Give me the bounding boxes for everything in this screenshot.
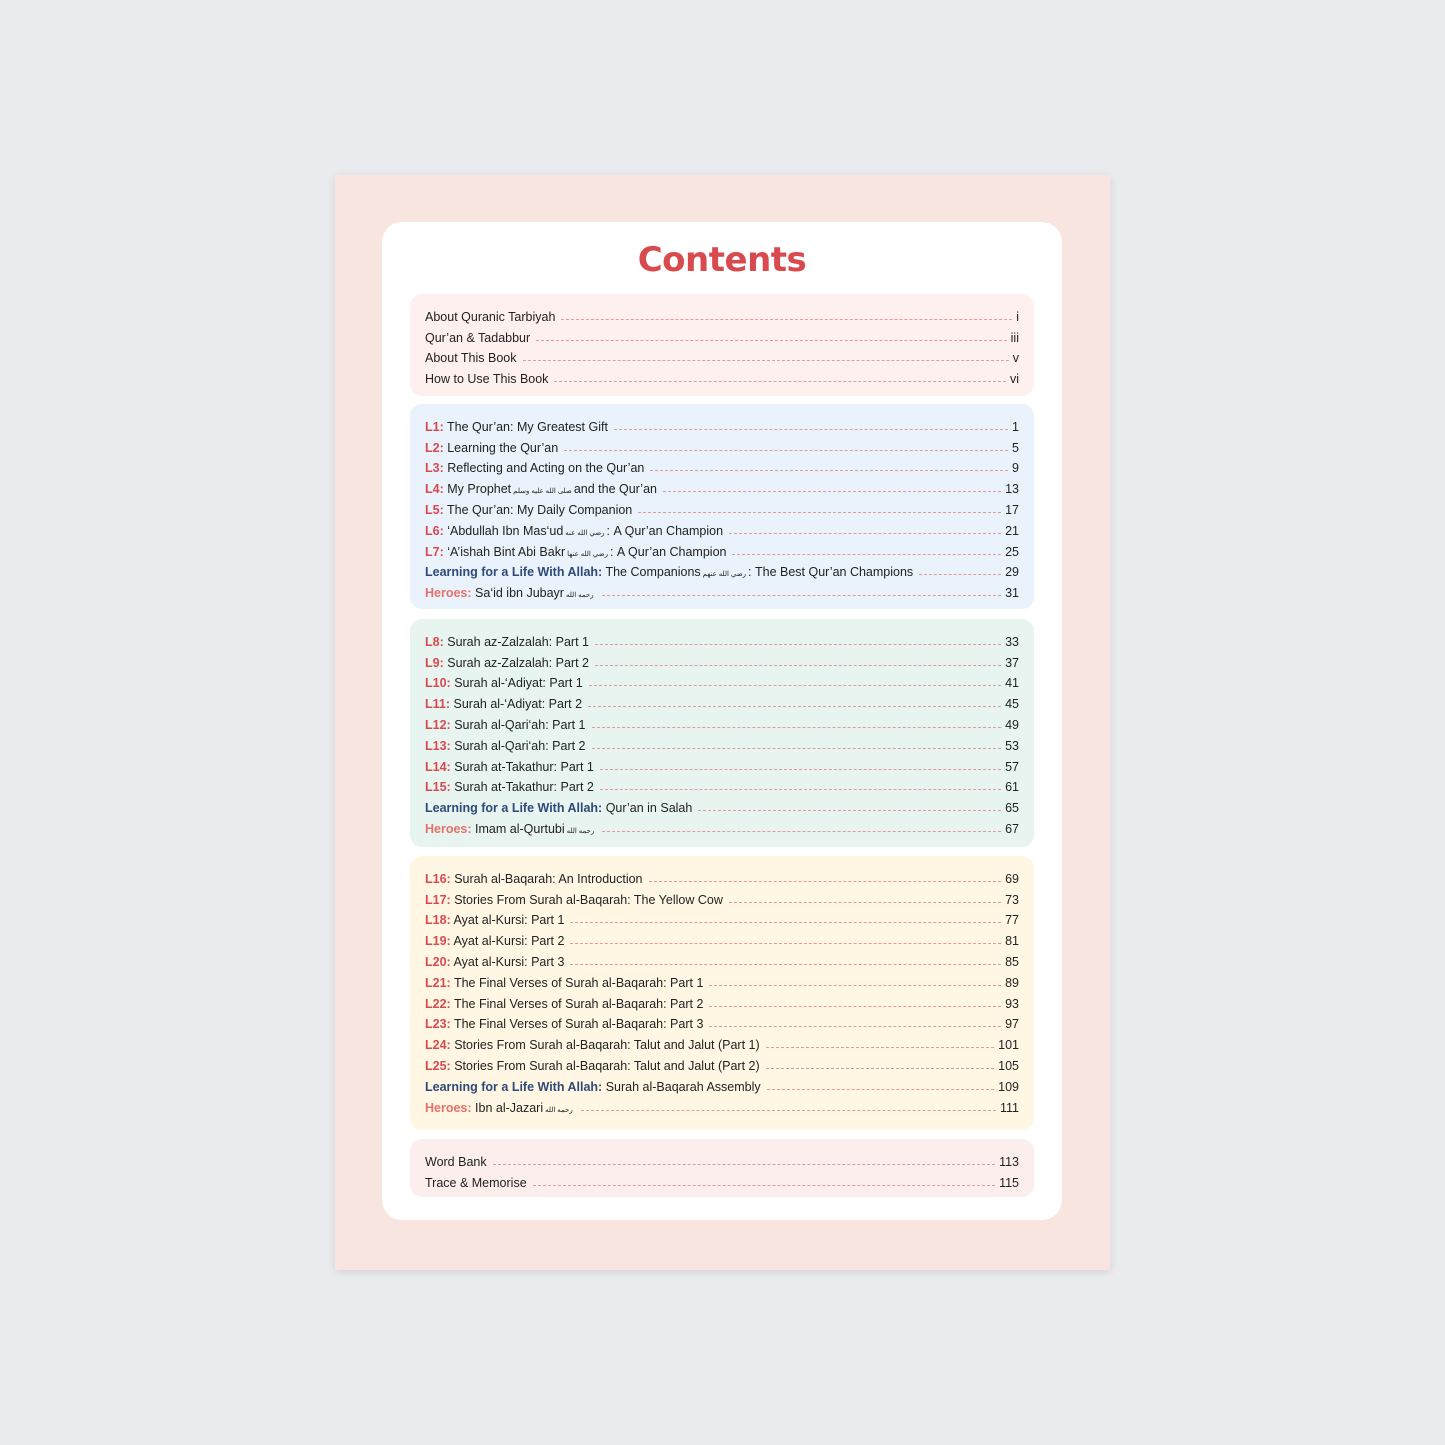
toc-entry[interactable] <box>425 475 1019 496</box>
dotted-leader <box>588 705 1001 707</box>
toc-entry[interactable] <box>425 794 1019 815</box>
section-unit-2 <box>410 619 1034 847</box>
toc-entry-title <box>425 934 564 948</box>
toc-entry-title <box>425 461 644 475</box>
toc-entry-title <box>425 697 582 711</box>
toc-entry[interactable] <box>425 670 1019 691</box>
dotted-leader <box>614 428 1008 430</box>
dotted-leader <box>592 747 1002 749</box>
honorific-glyph: رضي الله عنه <box>565 529 605 537</box>
dotted-leader <box>766 1067 994 1069</box>
toc-entry-prefix: L23: <box>425 1017 451 1032</box>
toc-entry-prefix: Learning for a Life With Allah: <box>425 801 603 816</box>
toc-entry-label: Surah al-‘Adiyat: Part 1 <box>454 676 583 691</box>
dotted-leader <box>649 880 1002 882</box>
honorific-glyph: رضي الله عنها <box>567 550 608 558</box>
toc-entry-label: Ayat al-Kursi: Part 1 <box>453 913 565 928</box>
toc-entry-title <box>425 441 558 455</box>
toc-entry-label-continued: and the Qur’an <box>573 482 657 497</box>
toc-entry-label: Sa‘id ibn Jubayr <box>475 586 564 601</box>
toc-entry-prefix: Heroes: <box>425 1100 472 1115</box>
dotted-leader <box>600 788 1001 790</box>
toc-page-number: 85 <box>1005 954 1019 969</box>
dotted-leader <box>766 1046 994 1048</box>
toc-entry[interactable] <box>425 865 1019 886</box>
toc-entry-prefix: L13: <box>425 738 451 753</box>
toc-entry-title <box>425 1080 761 1094</box>
toc-entry-label: The Qur’an: My Daily Companion <box>447 502 633 517</box>
toc-page-number: 21 <box>1005 523 1019 538</box>
toc-entry-label: Surah al-‘Adiyat: Part 2 <box>453 697 583 712</box>
dotted-leader <box>638 511 1001 513</box>
toc-page-number: v <box>1012 351 1019 366</box>
toc-entry-prefix: L3: <box>425 461 444 476</box>
dotted-leader <box>663 490 1001 492</box>
toc-entry-title <box>425 822 596 836</box>
toc-entry-label: How to Use This Book <box>425 372 549 387</box>
toc-entry-label: Qur’an in Salah <box>605 801 693 816</box>
toc-page-number: 69 <box>1005 871 1019 886</box>
dotted-leader <box>729 901 1001 903</box>
toc-entry-label: About This Book <box>425 351 517 366</box>
toc-entry-label: Qur’an & Tadabbur <box>425 330 531 345</box>
dotted-leader <box>592 726 1002 728</box>
toc-entry[interactable] <box>425 434 1019 455</box>
toc-entry-prefix: L7: <box>425 544 444 559</box>
toc-entry-label: Surah az-Zalzalah: Part 2 <box>447 655 589 670</box>
toc-entry-prefix: L19: <box>425 934 451 949</box>
toc-entry-title <box>425 1017 703 1031</box>
book-page <box>335 175 1110 1270</box>
honorific-glyph: رحمه الله <box>565 592 594 600</box>
toc-entry-label: Ayat al-Kursi: Part 2 <box>453 934 565 949</box>
toc-entry-title <box>425 656 589 670</box>
toc-entry-prefix: L4: <box>425 482 444 497</box>
toc-entry-label-continued: : A Qur’an Champion <box>609 544 727 559</box>
section-unit-1 <box>410 404 1034 609</box>
toc-page-number: 9 <box>1012 461 1019 476</box>
toc-page-number: 29 <box>1005 565 1019 580</box>
toc-entry[interactable] <box>425 1169 1019 1190</box>
toc-entry[interactable] <box>425 559 1019 580</box>
dotted-leader <box>554 380 1006 382</box>
dotted-leader <box>729 532 1001 534</box>
toc-entry-title <box>425 524 723 538</box>
toc-page-number: 77 <box>1005 913 1019 928</box>
toc-entry-title <box>425 372 548 386</box>
dotted-leader <box>650 469 1008 471</box>
toc-page-number: 37 <box>1005 655 1019 670</box>
toc-page-number: 25 <box>1005 544 1019 559</box>
toc-entry[interactable] <box>425 455 1019 476</box>
toc-page-number: 1 <box>1012 419 1019 434</box>
dotted-leader <box>698 809 1001 811</box>
toc-entry-label: The Final Verses of Surah al-Baqarah: Part 2 <box>453 996 704 1011</box>
dotted-leader <box>589 684 1001 686</box>
toc-entry-title <box>425 482 657 496</box>
toc-entry[interactable] <box>425 690 1019 711</box>
toc-entry-title <box>425 760 594 774</box>
contents-card <box>382 222 1062 1220</box>
toc-entry-label: Surah al-Baqarah: An Introduction <box>454 871 643 886</box>
toc-entry[interactable] <box>425 365 1019 386</box>
toc-entry[interactable] <box>425 886 1019 907</box>
dotted-leader <box>709 1025 1001 1027</box>
dotted-leader <box>709 1005 1001 1007</box>
toc-entry-label: ‘Abdullah Ibn Mas‘ud <box>447 523 564 538</box>
toc-entry-label: Surah al-Qari‘ah: Part 1 <box>454 717 586 732</box>
toc-entry[interactable] <box>425 517 1019 538</box>
toc-entry-prefix: L14: <box>425 759 451 774</box>
toc-entry[interactable] <box>425 927 1019 948</box>
toc-entry-title <box>425 801 692 815</box>
dotted-leader <box>493 1163 995 1165</box>
toc-entry[interactable] <box>425 774 1019 795</box>
toc-entry-prefix: L11: <box>425 697 451 712</box>
toc-entry-title <box>425 676 583 690</box>
toc-entry-prefix: L22: <box>425 996 451 1011</box>
toc-entry-title <box>425 872 643 886</box>
toc-page-number: 73 <box>1005 892 1019 907</box>
toc-page-number: 81 <box>1005 934 1019 949</box>
toc-entry-label: Surah at-Takathur: Part 1 <box>454 759 594 774</box>
toc-page-number: 101 <box>998 1038 1019 1053</box>
toc-entry-label: Learning the Qur’an <box>447 440 559 455</box>
toc-page-number: 33 <box>1005 634 1019 649</box>
toc-entry-prefix: L21: <box>425 975 451 990</box>
toc-entry-label: Word Bank <box>425 1154 487 1169</box>
toc-entry-prefix: L24: <box>425 1038 451 1053</box>
toc-entry[interactable] <box>425 753 1019 774</box>
dotted-leader <box>523 359 1009 361</box>
toc-entry-title <box>425 1176 527 1190</box>
toc-entry-label: The Companions <box>605 565 701 580</box>
toc-entry-label: Surah at-Takathur: Part 2 <box>454 780 594 795</box>
toc-entry-title <box>425 586 596 600</box>
toc-entry[interactable] <box>425 628 1019 649</box>
dotted-leader <box>581 1109 996 1111</box>
dotted-leader <box>595 643 1001 645</box>
dotted-leader <box>919 573 1001 575</box>
toc-page-number: vi <box>1009 372 1019 387</box>
toc-page-number: 13 <box>1005 482 1019 497</box>
dotted-leader <box>732 553 1001 555</box>
toc-page-number: 5 <box>1012 440 1019 455</box>
toc-entry-label-continued: : A Qur’an Champion <box>606 523 724 538</box>
toc-page-number: 115 <box>999 1175 1019 1190</box>
toc-entry-title <box>425 1059 760 1073</box>
toc-entry-prefix: L5: <box>425 502 444 517</box>
toc-entry-title <box>425 893 723 907</box>
toc-entry-label: Ibn al-Jazari <box>475 1100 544 1115</box>
toc-entry-prefix: Heroes: <box>425 586 472 601</box>
toc-page-number: 65 <box>1005 801 1019 816</box>
toc-entry-title <box>425 420 608 434</box>
toc-entry-label: Ayat al-Kursi: Part 3 <box>453 954 565 969</box>
dotted-leader <box>570 963 1001 965</box>
toc-entry-title <box>425 1155 487 1169</box>
toc-entry-label: Surah az-Zalzalah: Part 1 <box>447 634 589 649</box>
toc-entry[interactable] <box>425 538 1019 559</box>
honorific-glyph: رحمه الله <box>566 827 595 835</box>
toc-entry-label: The Final Verses of Surah al-Baqarah: Part 1 <box>453 975 704 990</box>
dotted-leader <box>561 318 1012 320</box>
toc-entry[interactable] <box>425 711 1019 732</box>
toc-entry-label: Stories From Surah al-Baqarah: Talut and Jalut (Part 1) <box>454 1038 760 1053</box>
toc-page-number: 89 <box>1005 975 1019 990</box>
toc-entry-prefix: L6: <box>425 523 444 538</box>
toc-entry-label: Surah al-Baqarah Assembly <box>605 1079 761 1094</box>
toc-page-number: 61 <box>1005 780 1019 795</box>
toc-page-number: 49 <box>1005 717 1019 732</box>
toc-page-number: i <box>1016 309 1019 324</box>
toc-entry-label: Reflecting and Acting on the Qur’an <box>447 461 645 476</box>
toc-entry-prefix: L18: <box>425 913 451 928</box>
toc-entry-prefix: L16: <box>425 871 451 886</box>
toc-entry[interactable] <box>425 324 1019 345</box>
toc-page-number: iii <box>1010 330 1019 345</box>
toc-entry[interactable] <box>425 815 1019 836</box>
toc-page-number: 57 <box>1005 759 1019 774</box>
toc-entry-label: The Final Verses of Surah al-Baqarah: Part 3 <box>453 1017 704 1032</box>
toc-page-number: 53 <box>1005 738 1019 753</box>
toc-entry-label: My Prophet <box>447 482 512 497</box>
toc-page-number: 17 <box>1005 502 1019 517</box>
toc-entry-prefix: L2: <box>425 440 444 455</box>
dotted-leader <box>602 594 1002 596</box>
toc-entry-prefix: L12: <box>425 717 451 732</box>
section-back-matter <box>410 1139 1034 1197</box>
toc-page-number: 109 <box>998 1079 1019 1094</box>
toc-entry-prefix: L1: <box>425 419 444 434</box>
toc-page-number: 111 <box>999 1100 1019 1115</box>
toc-page-number: 113 <box>999 1154 1019 1169</box>
toc-entry-prefix: L9: <box>425 655 444 670</box>
toc-entry-prefix: Heroes: <box>425 821 472 836</box>
toc-entry-title <box>425 739 586 753</box>
toc-entry[interactable] <box>425 413 1019 434</box>
dotted-leader <box>602 830 1001 832</box>
toc-page-number: 45 <box>1005 697 1019 712</box>
toc-entry[interactable] <box>425 496 1019 517</box>
toc-entry-title <box>425 1101 575 1115</box>
toc-entry[interactable] <box>425 1094 1019 1115</box>
honorific-glyph: صلى الله عليه وسلم <box>513 488 572 496</box>
toc-entry[interactable] <box>425 1031 1019 1052</box>
toc-entry-prefix: L17: <box>425 892 451 907</box>
toc-page-number: 105 <box>998 1058 1019 1073</box>
toc-entry-label: About Quranic Tarbiyah <box>425 309 556 324</box>
dotted-leader <box>570 942 1001 944</box>
toc-entry-title <box>425 913 564 927</box>
toc-page-number: 67 <box>1005 821 1019 836</box>
toc-entry-title <box>425 503 632 517</box>
dotted-leader <box>709 984 1001 986</box>
toc-entry-title <box>425 545 726 559</box>
honorific-glyph: رحمه الله <box>545 1106 573 1114</box>
section-unit-3 <box>410 856 1034 1130</box>
toc-entry[interactable] <box>425 969 1019 990</box>
toc-page-number: 31 <box>1005 586 1019 601</box>
toc-entry-title <box>425 565 913 579</box>
toc-entry[interactable] <box>425 345 1019 366</box>
toc-entry[interactable] <box>425 1052 1019 1073</box>
toc-entry-prefix: Learning for a Life With Allah: <box>425 565 603 580</box>
toc-entry-label: Trace & Memorise <box>425 1175 527 1190</box>
toc-entry-prefix: L8: <box>425 634 444 649</box>
toc-entry-label: Stories From Surah al-Baqarah: The Yellow Cow <box>454 892 723 907</box>
toc-entry[interactable] <box>425 907 1019 928</box>
toc-entry[interactable] <box>425 1073 1019 1094</box>
toc-entry-label: ‘A’ishah Bint Abi Bakr <box>447 544 566 559</box>
toc-entry[interactable] <box>425 303 1019 324</box>
toc-page-number: 97 <box>1005 1017 1019 1032</box>
dotted-leader <box>595 664 1001 666</box>
toc-entry-label: Imam al-Qurtubi <box>475 821 565 836</box>
toc-entry-label: Stories From Surah al-Baqarah: Talut and Jalut (Part 2) <box>454 1058 760 1073</box>
toc-entry[interactable] <box>425 1148 1019 1169</box>
toc-entry[interactable] <box>425 579 1019 600</box>
toc-entry-title <box>425 718 586 732</box>
toc-entry-prefix: L10: <box>425 676 451 691</box>
toc-entry-title <box>425 310 555 324</box>
toc-entry-prefix: L20: <box>425 954 451 969</box>
toc-page-number: 41 <box>1005 676 1019 691</box>
toc-entry-title <box>425 635 589 649</box>
dotted-leader <box>767 1088 994 1090</box>
toc-entry[interactable] <box>425 948 1019 969</box>
section-front-matter <box>410 294 1034 396</box>
toc-entry-prefix: Learning for a Life With Allah: <box>425 1079 603 1094</box>
toc-entry[interactable] <box>425 1011 1019 1032</box>
toc-entry-label: The Qur’an: My Greatest Gift <box>447 419 608 434</box>
toc-entry-title <box>425 780 594 794</box>
toc-entry-prefix: L25: <box>425 1058 451 1073</box>
toc-entry-label: Surah al-Qari‘ah: Part 2 <box>454 738 586 753</box>
toc-entry-title <box>425 997 703 1011</box>
toc-page-number: 93 <box>1005 996 1019 1011</box>
honorific-glyph: رضي الله عنهم <box>702 571 747 579</box>
dotted-leader <box>536 339 1006 341</box>
dotted-leader <box>564 449 1008 451</box>
toc-entry-title <box>425 351 517 365</box>
toc-entry-title <box>425 976 703 990</box>
dotted-leader <box>600 768 1001 770</box>
toc-entry-title <box>425 331 530 345</box>
toc-entry[interactable] <box>425 649 1019 670</box>
dotted-leader <box>533 1184 995 1186</box>
toc-entry[interactable] <box>425 732 1019 753</box>
toc-entry[interactable] <box>425 990 1019 1011</box>
dotted-leader <box>570 921 1001 923</box>
page-title: Contents <box>637 240 807 280</box>
toc-entry-prefix: L15: <box>425 780 451 795</box>
toc-entry-label-continued: : The Best Qur’an Champions <box>748 565 914 580</box>
toc-entry-title <box>425 955 564 969</box>
toc-entry-title <box>425 1038 760 1052</box>
